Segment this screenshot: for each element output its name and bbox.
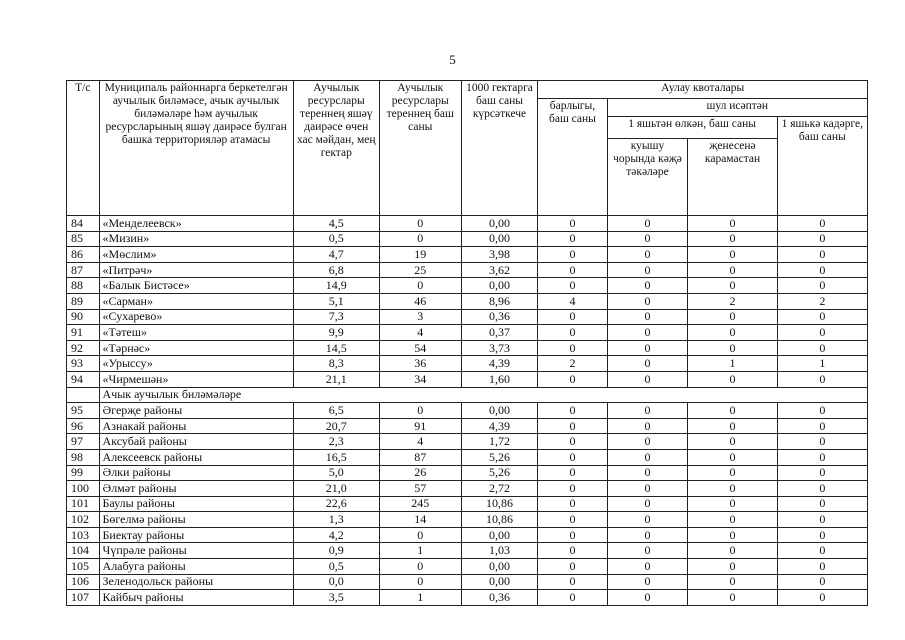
cell-area: 20,7: [293, 418, 379, 434]
cell-total: 0: [538, 527, 607, 543]
cell-count: 0: [379, 574, 461, 590]
table-row: [67, 418, 868, 434]
table-row: [67, 465, 868, 481]
cell-name: «Тәтеш»: [99, 325, 293, 341]
cell-total: 0: [538, 449, 607, 465]
cell-count: 54: [379, 340, 461, 356]
cell-area: 8,3: [293, 356, 379, 372]
cell-density: 5,26: [461, 465, 538, 481]
cell-total: 0: [538, 559, 607, 575]
cell-breeding: 0: [607, 340, 688, 356]
page-number: 5: [449, 52, 456, 67]
cell-any-sex: 0: [688, 512, 777, 528]
cell-total: 0: [538, 325, 607, 341]
cell-density: 0,00: [461, 231, 538, 247]
cell-area: 7,3: [293, 309, 379, 325]
cell-number: 101: [67, 496, 100, 512]
cell-young: 0: [777, 231, 867, 247]
cell-name: Әлки районы: [99, 465, 293, 481]
cell-name: Әлмәт районы: [99, 481, 293, 497]
cell-name: «Питрәч»: [99, 262, 293, 278]
cell-any-sex: 1: [688, 356, 777, 372]
cell-total: 0: [538, 247, 607, 263]
cell-number: 107: [67, 590, 100, 606]
cell-total: 0: [538, 574, 607, 590]
cell-total: 0: [538, 231, 607, 247]
cell-total: 0: [538, 278, 607, 294]
table-row: [67, 216, 868, 232]
cell-young: 0: [777, 262, 867, 278]
cell-count: 46: [379, 293, 461, 309]
cell-density: 10,86: [461, 496, 538, 512]
section-label: Ачык аучылык биләмәләре: [99, 387, 867, 403]
cell-number: 97: [67, 434, 100, 450]
cell-density: 2,72: [461, 481, 538, 497]
cell-number: 96: [67, 418, 100, 434]
cell-breeding: 0: [607, 403, 688, 419]
cell-breeding: 0: [607, 449, 688, 465]
cell-any-sex: 0: [688, 434, 777, 450]
cell-any-sex: 0: [688, 262, 777, 278]
cell-young: 0: [777, 278, 867, 294]
cell-total: 0: [538, 496, 607, 512]
cell-young: 0: [777, 403, 867, 419]
table-row: [67, 574, 868, 590]
cell-name: Баулы районы: [99, 496, 293, 512]
cell-density: 0,37: [461, 325, 538, 341]
cell-any-sex: 0: [688, 496, 777, 512]
cell-name: Азнакай районы: [99, 418, 293, 434]
header-density: 1000 гектарга баш саны күрсәткече: [461, 81, 538, 216]
header-population-count: Аучылык ресурслары тереннең баш саны: [379, 81, 461, 216]
cell-young: 0: [777, 559, 867, 575]
cell-name: Чүпрәле районы: [99, 543, 293, 559]
table-row: [67, 403, 868, 419]
cell-number: 91: [67, 325, 100, 341]
cell-density: 3,62: [461, 262, 538, 278]
cell-breeding: 0: [607, 247, 688, 263]
cell-total: 0: [538, 371, 607, 387]
cell-total: 0: [538, 262, 607, 278]
cell-area: 0,5: [293, 559, 379, 575]
table-row: [67, 325, 868, 341]
table-row: [67, 309, 868, 325]
cell-count: 25: [379, 262, 461, 278]
table-row: [67, 512, 868, 528]
cell-young: 0: [777, 418, 867, 434]
table-row: [67, 559, 868, 575]
cell-breeding: 0: [607, 527, 688, 543]
cell-name: «Мизин»: [99, 231, 293, 247]
table-row: [67, 527, 868, 543]
cell-area: 4,5: [293, 216, 379, 232]
cell-density: 3,98: [461, 247, 538, 263]
cell-breeding: 0: [607, 574, 688, 590]
cell-count: 1: [379, 590, 461, 606]
cell-name: Әгерҗе районы: [99, 403, 293, 419]
table-header: [67, 81, 868, 216]
cell-number: 94: [67, 371, 100, 387]
cell-young: 0: [777, 247, 867, 263]
cell-density: 0,36: [461, 590, 538, 606]
cell-breeding: 0: [607, 590, 688, 606]
cell-any-sex: 0: [688, 590, 777, 606]
cell-name: «Балык Бистәсе»: [99, 278, 293, 294]
cell-total: 2: [538, 356, 607, 372]
table-row: [67, 481, 868, 497]
table-row: [67, 231, 868, 247]
cell-count: 26: [379, 465, 461, 481]
cell-density: 0,00: [461, 403, 538, 419]
cell-young: 0: [777, 449, 867, 465]
cell-breeding: 0: [607, 309, 688, 325]
cell-breeding: 0: [607, 325, 688, 341]
cell-area: 4,7: [293, 247, 379, 263]
cell-name: «Тәрнәс»: [99, 340, 293, 356]
cell-young: 0: [777, 371, 867, 387]
cell-name: «Сарман»: [99, 293, 293, 309]
cell-any-sex: 0: [688, 231, 777, 247]
cell-count: 245: [379, 496, 461, 512]
cell-any-sex: 0: [688, 481, 777, 497]
table-row: [67, 293, 868, 309]
cell-young: 0: [777, 543, 867, 559]
cell-area: 5,0: [293, 465, 379, 481]
cell-young: 0: [777, 216, 867, 232]
cell-area: 6,5: [293, 403, 379, 419]
header-hunting-quotas: Аулау квоталары: [538, 81, 868, 99]
cell-number: 93: [67, 356, 100, 372]
cell-young: 0: [777, 465, 867, 481]
cell-density: 8,96: [461, 293, 538, 309]
cell-area: 5,1: [293, 293, 379, 309]
cell-area: 14,5: [293, 340, 379, 356]
cell-breeding: 0: [607, 543, 688, 559]
table-row: [67, 496, 868, 512]
cell-name: Зеленодольск районы: [99, 574, 293, 590]
cell-any-sex: 0: [688, 247, 777, 263]
table-row: [67, 278, 868, 294]
cell-young: 0: [777, 527, 867, 543]
table-row: [67, 590, 868, 606]
cell-any-sex: 0: [688, 574, 777, 590]
header-older-than-one: 1 яшьтән өлкән, баш саны: [607, 117, 777, 139]
cell-any-sex: 0: [688, 418, 777, 434]
cell-breeding: 0: [607, 356, 688, 372]
cell-name: «Чирмешән»: [99, 371, 293, 387]
cell-density: 3,73: [461, 340, 538, 356]
cell-number: 105: [67, 559, 100, 575]
cell-breeding: 0: [607, 278, 688, 294]
cell-count: 0: [379, 559, 461, 575]
cell-number: 102: [67, 512, 100, 528]
cell-any-sex: 0: [688, 340, 777, 356]
cell-number: 103: [67, 527, 100, 543]
cell-number: 106: [67, 574, 100, 590]
cell-name: Алабуга районы: [99, 559, 293, 575]
cell-any-sex: 0: [688, 278, 777, 294]
cell-total: 0: [538, 418, 607, 434]
cell-count: 19: [379, 247, 461, 263]
cell-count: 14: [379, 512, 461, 528]
cell-total: 0: [538, 481, 607, 497]
cell-total: 0: [538, 512, 607, 528]
cell-count: 0: [379, 231, 461, 247]
cell-density: 0,00: [461, 278, 538, 294]
cell-count: 1: [379, 543, 461, 559]
header-including: шул исәптән: [607, 99, 867, 117]
cell-count: 0: [379, 403, 461, 419]
cell-breeding: 0: [607, 512, 688, 528]
table-row: [67, 371, 868, 387]
cell-name: Аксубай районы: [99, 434, 293, 450]
cell-number: 92: [67, 340, 100, 356]
cell-total: 4: [538, 293, 607, 309]
table-row: [67, 543, 868, 559]
cell-breeding: 0: [607, 262, 688, 278]
cell-name: «Сухарево»: [99, 309, 293, 325]
cell-number: 86: [67, 247, 100, 263]
cell-number: 90: [67, 309, 100, 325]
cell-any-sex: 0: [688, 403, 777, 419]
table-body: [67, 216, 868, 606]
cell-number: 98: [67, 449, 100, 465]
cell-any-sex: 0: [688, 371, 777, 387]
table-row: [67, 247, 868, 263]
cell-any-sex: 0: [688, 449, 777, 465]
cell-name: Бөгелмә районы: [99, 512, 293, 528]
cell-count: 4: [379, 434, 461, 450]
section-number-cell: [67, 387, 100, 403]
hunting-quota-table: [66, 80, 868, 606]
cell-total: 0: [538, 465, 607, 481]
cell-total: 0: [538, 216, 607, 232]
cell-count: 4: [379, 325, 461, 341]
header-territory-name: Муниципаль районнарга беркетелгән аучылык биләмәсе, ачык аучылык биләмәләре һәм аучылык ресурсларының яшәү даирәсе булган башка территорияләр атамасы: [99, 81, 293, 216]
cell-young: 0: [777, 496, 867, 512]
cell-count: 36: [379, 356, 461, 372]
section-row: [67, 387, 868, 403]
cell-area: 21,0: [293, 481, 379, 497]
cell-density: 0,00: [461, 216, 538, 232]
cell-density: 1,03: [461, 543, 538, 559]
cell-count: 0: [379, 527, 461, 543]
cell-total: 0: [538, 590, 607, 606]
header-number: Т/с: [67, 81, 100, 216]
cell-density: 0,00: [461, 527, 538, 543]
cell-density: 10,86: [461, 512, 538, 528]
cell-name: «Урыссу»: [99, 356, 293, 372]
cell-area: 6,8: [293, 262, 379, 278]
cell-name: Кайбыч районы: [99, 590, 293, 606]
cell-count: 87: [379, 449, 461, 465]
cell-density: 4,39: [461, 356, 538, 372]
cell-any-sex: 0: [688, 559, 777, 575]
table-row: [67, 356, 868, 372]
cell-density: 4,39: [461, 418, 538, 434]
cell-density: 1,60: [461, 371, 538, 387]
cell-area: 4,2: [293, 527, 379, 543]
header-quota-total: барлыгы, баш саны: [538, 99, 607, 216]
cell-breeding: 0: [607, 418, 688, 434]
cell-number: 85: [67, 231, 100, 247]
header-regardless-of-sex: җенесенә карамастан: [688, 139, 777, 216]
cell-name: «Мөслим»: [99, 247, 293, 263]
cell-total: 0: [538, 309, 607, 325]
cell-any-sex: 0: [688, 325, 777, 341]
cell-area: 14,9: [293, 278, 379, 294]
cell-breeding: 0: [607, 496, 688, 512]
cell-total: 0: [538, 434, 607, 450]
cell-total: 0: [538, 403, 607, 419]
cell-count: 0: [379, 278, 461, 294]
cell-density: 0,36: [461, 309, 538, 325]
cell-breeding: 0: [607, 465, 688, 481]
cell-count: 34: [379, 371, 461, 387]
cell-density: 1,72: [461, 434, 538, 450]
cell-breeding: 0: [607, 371, 688, 387]
table-row: [67, 340, 868, 356]
cell-name: Биектау районы: [99, 527, 293, 543]
cell-young: 0: [777, 309, 867, 325]
cell-young: 0: [777, 574, 867, 590]
cell-any-sex: 0: [688, 465, 777, 481]
cell-total: 0: [538, 543, 607, 559]
cell-young: 2: [777, 293, 867, 309]
table-row: [67, 434, 868, 450]
cell-number: 89: [67, 293, 100, 309]
cell-count: 91: [379, 418, 461, 434]
cell-density: 0,00: [461, 574, 538, 590]
cell-breeding: 0: [607, 216, 688, 232]
cell-count: 0: [379, 216, 461, 232]
cell-young: 0: [777, 325, 867, 341]
cell-name: «Менделеевск»: [99, 216, 293, 232]
cell-area: 3,5: [293, 590, 379, 606]
table-row: [67, 262, 868, 278]
cell-number: 104: [67, 543, 100, 559]
cell-area: 0,9: [293, 543, 379, 559]
header-habitat-area: Аучылык ресурслары тереннең яшәү даирәсе өчен хас мәйдан, мең гектар: [293, 81, 379, 216]
cell-any-sex: 2: [688, 293, 777, 309]
cell-area: 0,5: [293, 231, 379, 247]
cell-density: 5,26: [461, 449, 538, 465]
cell-breeding: 0: [607, 434, 688, 450]
cell-breeding: 0: [607, 559, 688, 575]
cell-area: 22,6: [293, 496, 379, 512]
cell-young: 0: [777, 340, 867, 356]
cell-number: 99: [67, 465, 100, 481]
cell-area: 21,1: [293, 371, 379, 387]
cell-any-sex: 0: [688, 543, 777, 559]
cell-breeding: 0: [607, 293, 688, 309]
cell-area: 0,0: [293, 574, 379, 590]
table-row: [67, 449, 868, 465]
cell-young: 0: [777, 434, 867, 450]
cell-density: 0,00: [461, 559, 538, 575]
cell-breeding: 0: [607, 481, 688, 497]
header-younger-than-one: 1 яшькә кадәрге, баш саны: [777, 117, 867, 216]
cell-total: 0: [538, 340, 607, 356]
cell-young: 1: [777, 356, 867, 372]
cell-any-sex: 0: [688, 527, 777, 543]
cell-number: 95: [67, 403, 100, 419]
cell-count: 57: [379, 481, 461, 497]
cell-any-sex: 0: [688, 216, 777, 232]
cell-young: 0: [777, 512, 867, 528]
cell-area: 1,3: [293, 512, 379, 528]
cell-number: 87: [67, 262, 100, 278]
cell-number: 84: [67, 216, 100, 232]
cell-area: 9,9: [293, 325, 379, 341]
cell-name: Алексеевск районы: [99, 449, 293, 465]
cell-breeding: 0: [607, 231, 688, 247]
cell-young: 0: [777, 481, 867, 497]
header-breeding-males: куышу чорында кәҗә тәкәләре: [607, 139, 688, 216]
cell-number: 88: [67, 278, 100, 294]
cell-young: 0: [777, 590, 867, 606]
cell-number: 100: [67, 481, 100, 497]
cell-any-sex: 0: [688, 309, 777, 325]
cell-area: 16,5: [293, 449, 379, 465]
cell-area: 2,3: [293, 434, 379, 450]
cell-count: 3: [379, 309, 461, 325]
